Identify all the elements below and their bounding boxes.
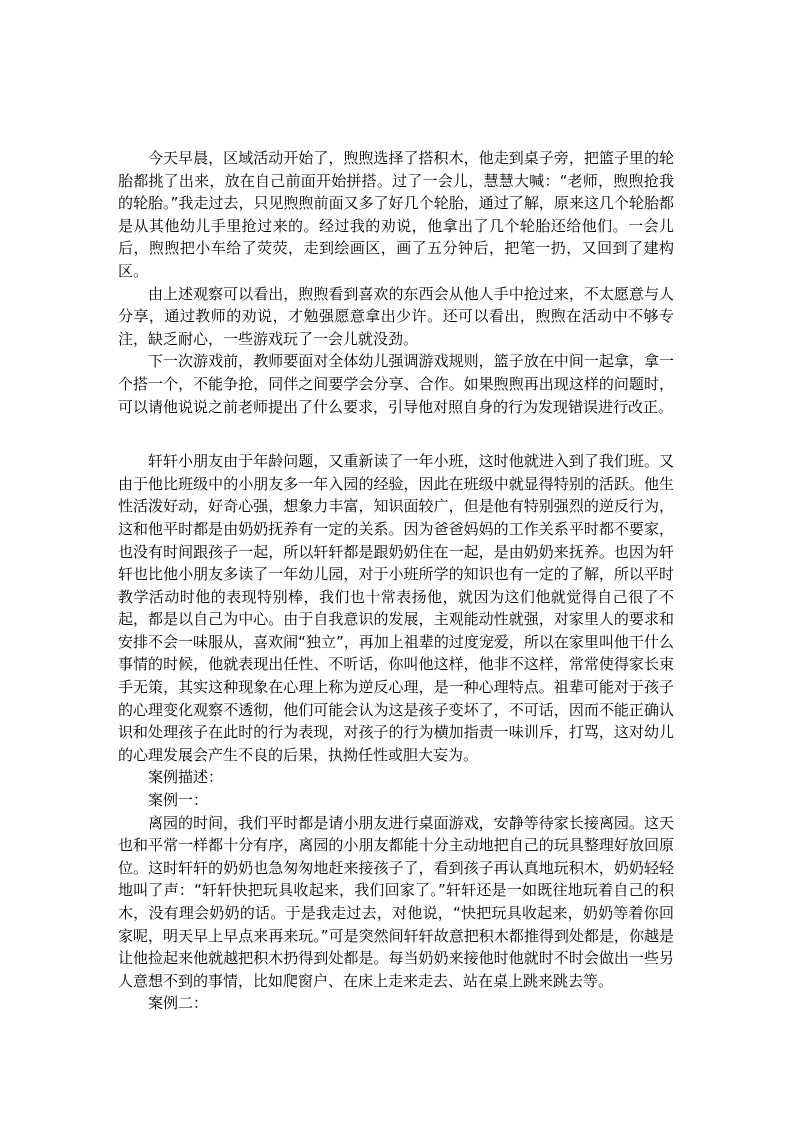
paragraph-case-one: 离园的时间，我们平时都是请小朋友进行桌面游戏，安静等待家长接离园。这天也和平常一样都十分有序，离园的小朋友都能十分主动地把自己的玩具整理好放回原位。这时轩轩的奶奶也急匆匆地赶来接孩子了，看到孩子再认真地玩积木，奶奶轻轻地叫了声：“轩轩快把玩具收起来，我们回家了。”轩轩还是一如既往地玩着自己的积木，没有理会奶奶的话。于是我走过去，对他说，“快把玩具收起来，奶奶等着你回家呢，明天早上早点来再来玩。”可是突然间轩轩故意把积木都推得到处都是，你越是让他捡起来他就越把积木扔得到处都是。每当奶奶来接他时他就时不时会做出一些另人意想不到的事情，比如爬窗户、在床上走来走去、站在桌上跳来跳去等。 [118, 813, 674, 990]
paragraph-block1-1: 今天早晨，区域活动开始了，煦煦选择了搭积木，他走到桌子旁，把篮子里的轮胎都挑了出来，放在自己前面开始拼搭。过了一会儿，慧慧大喊：“老师，煦煦抢我的轮胎。”我走过去，只见煦煦前面又多了好几个轮胎，通过了解，原来这几个轮胎都是从其他幼儿手里抢过来的。经过我的劝说，他拿出了几个轮胎还给他们。一会儿后，煦煦把小车给了荧荧，走到绘画区，画了五分钟后，把笔一扔，又回到了建构区。 [118, 149, 674, 280]
heading-case-description: 案例描述： [148, 768, 224, 787]
paragraph-block1-3: 下一次游戏前，教师要面对全体幼儿强调游戏规则，篮子放在中间一起拿，拿一个搭一个，不能争抢，同伴之间要学会分享、合作。如果煦煦再出现这样的问题时，可以请他说说之前老师提出了什么要求，引导他对照自身的行为发现错误进行改正。 [118, 352, 674, 416]
document-body [118, 147, 674, 1015]
paragraph-block1-2: 由上述观察可以看出，煦煦看到喜欢的东西会从他人手中抢过来，不太愿意与人分享，通过教师的劝说，才勉强愿意拿出少许。还可以看出，煦煦在活动中不够专注，缺乏耐心，一些游戏玩了一会儿就没劲。 [118, 284, 674, 348]
heading-case-two: 案例二： [148, 994, 209, 1013]
heading-case-one: 案例一： [148, 791, 209, 810]
section-gap [118, 418, 674, 450]
paragraph-block2-1: 轩轩小朋友由于年龄问题，又重新读了一年小班，这时他就进入到了我们班。又由于他比班级中的小朋友多一年入园的经验，因此在班级中就显得特别的活跃。他生性活泼好动，好奇心强，想象力丰富，知识面较广，但是他有特别强烈的逆反行为，这和他平时都是由奶奶抚养有一定的关系。因为爸爸妈妈的工作关系平时都不要家，也没有时间跟孩子一起，所以轩轩都是跟奶奶住在一起，是由奶奶来抚养。也因为轩轩也比他小朋友多读了一年幼儿园，对于小班所学的知识也有一定的了解，所以平时教学活动时他的表现特别棒，我们也十常表扬他，就因为这们他就觉得自己很了不起，都是以自己为中心。由于自我意识的发展，主观能动性就强，对家里人的要求和安排不会一味服从，喜欢闹“独立”，再加上祖辈的过度宠爱，所以在家里叫他干什么事情的时候，他就表现出任性、不听话，你叫他这样，他非不这样，常常使得家长束手无策，其实这种现象在心理上称为逆反心理，是一种心理特点。祖辈可能对于孩子的心理变化观察不透彻，他们可能会认为这是孩子变坏了，不可话，因而不能正确认识和处理孩子在此时的行为表现，对孩子的行为横加指责一味训斥，打骂，这对幼儿的心理发展会产生不良的后果，执拗任性或胆大妄为。 [118, 452, 674, 764]
